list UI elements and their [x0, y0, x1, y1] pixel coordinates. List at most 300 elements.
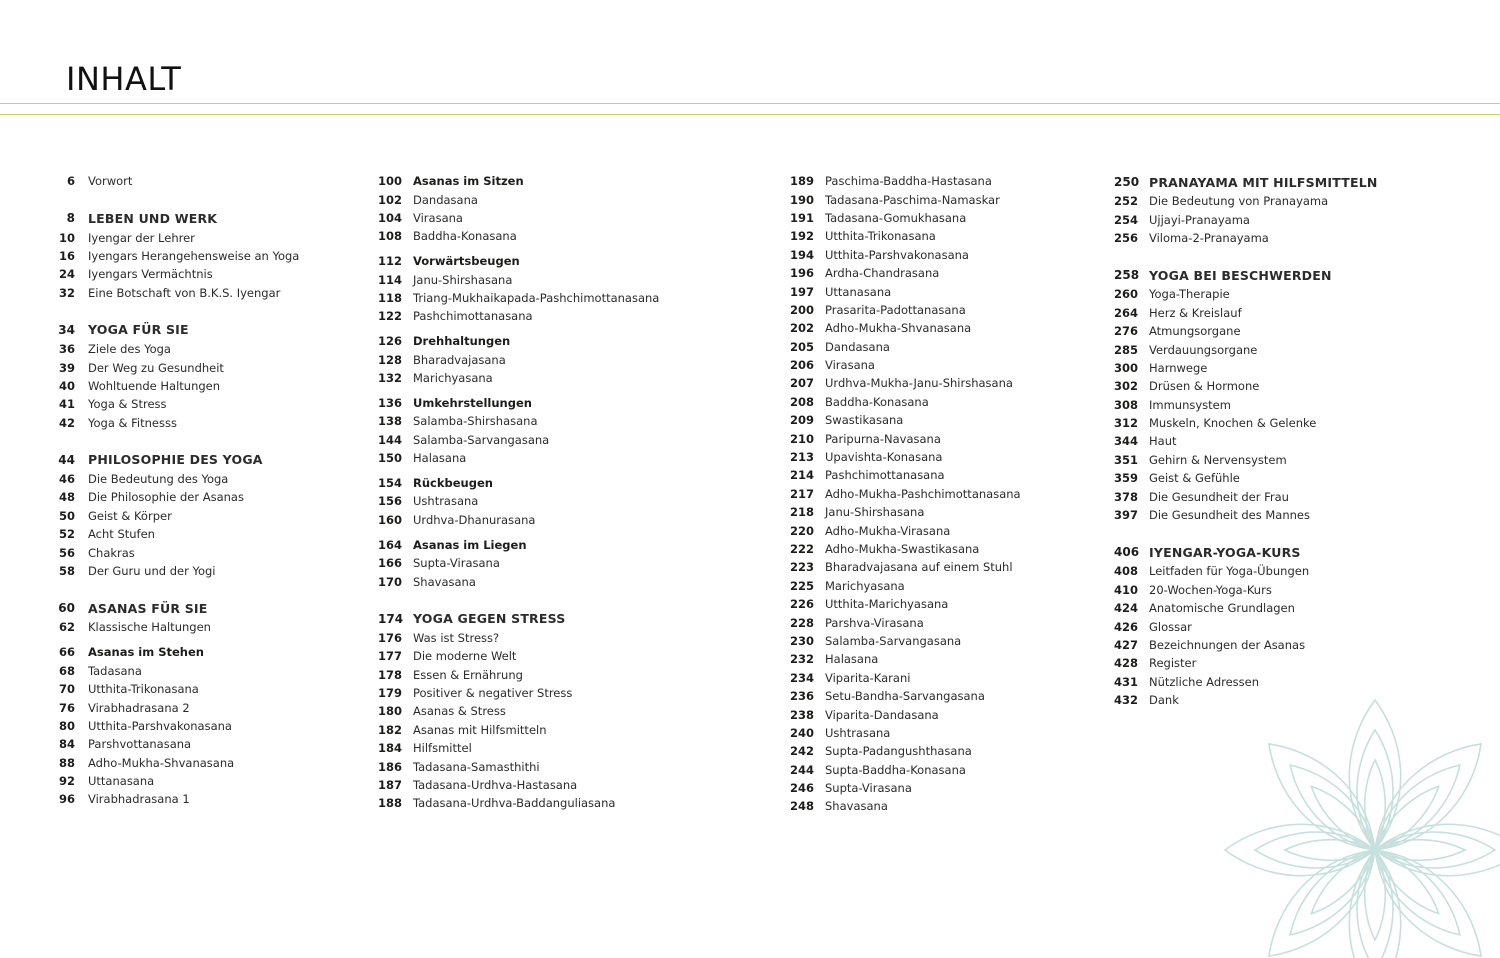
toc-page-number: 234: [790, 670, 815, 685]
toc-entry: [790, 705, 1021, 723]
toc-page-number: 50: [58, 508, 75, 523]
toc-page-number: 174: [378, 611, 404, 626]
toc-entry: [1114, 469, 1378, 487]
toc-page-number: 108: [378, 229, 403, 244]
toc-entry: [378, 629, 659, 647]
toc-entry-label: Ziele des Yoga: [88, 342, 171, 357]
toc-entry-label: Dandasana: [825, 339, 890, 354]
toc-page-number: 189: [790, 174, 815, 189]
toc-page-number: 344: [1114, 434, 1139, 449]
toc-entry-label: Verdauungsorgane: [1149, 342, 1258, 357]
toc-page-number: 236: [790, 689, 815, 704]
toc-entry-label: Umkehrstellungen: [413, 395, 532, 410]
toc-entry-label: Vorwort: [88, 174, 133, 189]
toc-page-number: 254: [1114, 212, 1139, 227]
toc-page-number: 132: [378, 371, 403, 386]
toc-entry-label: Tadasana-Gomukhasana: [825, 210, 967, 225]
toc-entry-label: Haut: [1149, 434, 1177, 449]
toc-entry: [790, 650, 1021, 668]
toc-entry: [1114, 192, 1378, 210]
toc-entry: [790, 374, 1021, 392]
toc-page-number: 410: [1114, 582, 1139, 597]
toc-entry-label: Virabhadrasana 1: [88, 792, 190, 807]
lotus-petal: [1225, 824, 1375, 875]
lotus-petal: [1368, 843, 1446, 921]
toc-entry-label: Tadasana: [88, 663, 142, 678]
toc-entry-label: YOGA FÜR SIE: [88, 322, 189, 338]
toc-entry: [1114, 414, 1378, 432]
toc-page-number: 300: [1114, 360, 1139, 375]
toc-page-number: 226: [790, 597, 815, 612]
toc-entry-label: Utthita-Trikonasana: [825, 229, 936, 244]
lotus-flower-icon: [1210, 690, 1500, 958]
toc-entry-label: Halasana: [413, 451, 467, 466]
toc-page-number: 186: [378, 759, 403, 774]
toc-page-number: 206: [790, 358, 815, 373]
toc-entry: [53, 562, 299, 580]
toc-entry: [378, 721, 659, 739]
toc-entry-label: Gehirn & Nervensystem: [1149, 452, 1287, 467]
toc-entry-label: Supta-Virasana: [825, 781, 912, 796]
toc-page-number: 232: [790, 652, 815, 667]
toc-entry: [790, 227, 1021, 245]
toc-entry: [790, 742, 1021, 760]
toc-entry-label: Marichyasana: [413, 371, 493, 386]
lotus-petal: [1304, 843, 1382, 921]
toc-entry-label: Ujjayi-Pranayama: [1149, 212, 1250, 227]
toc-page-number: 276: [1114, 324, 1139, 339]
toc-entry-label: Klassische Haltungen: [88, 620, 211, 635]
toc-entry-label: Uttanasana: [88, 774, 155, 789]
toc-entry-label: Janu-Shirshasana: [825, 505, 925, 520]
toc-entry: [790, 172, 1021, 190]
toc-entry-label: Pashchimottanasana: [413, 309, 533, 324]
toc-entry: [790, 411, 1021, 429]
toc-entry: [790, 356, 1021, 374]
toc-entry: [53, 790, 299, 808]
page-title: INHALT: [66, 60, 182, 98]
toc-page-number: 225: [790, 578, 815, 593]
toc-page-number: 126: [378, 334, 403, 349]
toc-page-number: 96: [58, 792, 75, 807]
toc-entry-label: Herz & Kreislauf: [1149, 305, 1242, 320]
toc-entry-label: Paschima-Baddha-Hastasana: [825, 174, 992, 189]
toc-entry: [378, 665, 659, 683]
toc-section-heading: [53, 598, 299, 618]
toc-entry-label: Register: [1149, 656, 1197, 671]
toc-entry: [53, 698, 299, 716]
toc-entry-label: Viloma-2-Pranayama: [1149, 230, 1269, 245]
toc-entry-label: Bezeichnungen der Asanas: [1149, 638, 1306, 652]
toc-entry-label: Die Bedeutung des Yoga: [88, 472, 229, 487]
toc-subsection-heading: [53, 643, 299, 661]
toc-page-number: 397: [1114, 508, 1139, 523]
toc-entry: [378, 511, 659, 529]
toc-entry-label: Adho-Mukha-Virasana: [825, 523, 951, 538]
toc-section-heading: [378, 609, 659, 629]
toc-page-number: 36: [58, 342, 75, 357]
toc-page-number: 220: [790, 523, 815, 538]
toc-entry-label: Ushtrasana: [825, 725, 891, 740]
toc-entry: [790, 301, 1021, 319]
toc-entry-label: Anatomische Grundlagen: [1149, 601, 1295, 616]
toc-entry: [53, 543, 299, 561]
toc-entry: [1114, 654, 1378, 672]
toc-page-number: 24: [58, 267, 75, 282]
toc-entry-label: Paripurna-Navasana: [825, 431, 941, 446]
toc-entry: [790, 209, 1021, 227]
lotus-petal: [1375, 832, 1495, 868]
toc-entry-label: YOGA BEI BESCHWERDEN: [1149, 267, 1332, 283]
toc-entry: [378, 227, 659, 245]
toc-entry-label: Parshva-Virasana: [825, 615, 924, 630]
toc-entry: [790, 338, 1021, 356]
toc-entry-label: Ushtrasana: [413, 494, 479, 509]
toc-entry-label: Nützliche Adressen: [1149, 674, 1260, 689]
toc-entry-label: Geist & Körper: [88, 508, 172, 523]
toc-page-number: 218: [790, 505, 815, 520]
toc-entry-label: Supta-Baddha-Konasana: [825, 762, 966, 777]
toc-page-number: 240: [790, 725, 815, 740]
toc-section-heading: [1114, 265, 1378, 285]
toc-entry-label: YOGA GEGEN STRESS: [413, 611, 566, 627]
toc-section-heading: [53, 450, 299, 470]
toc-page-number: 104: [378, 210, 403, 225]
toc-page-number: 252: [1114, 194, 1139, 209]
toc-entry-label: PHILOSOPHIE DES YOGA: [88, 452, 263, 468]
toc-entry: [378, 412, 659, 430]
toc-entry-label: Dank: [1149, 693, 1179, 708]
toc-entry: [790, 761, 1021, 779]
toc-page-number: 228: [790, 615, 815, 630]
toc-page-number: 285: [1114, 342, 1139, 357]
toc-entry: [790, 246, 1021, 264]
toc-entry-label: Asanas & Stress: [413, 704, 506, 719]
toc-page-number: 302: [1114, 379, 1139, 394]
toc-spacer: [1114, 524, 1378, 542]
toc-page-number: 191: [790, 210, 815, 225]
toc-entry-label: Was ist Stress?: [413, 630, 500, 645]
toc-section-heading: [1114, 172, 1378, 192]
toc-page-number: 44: [58, 452, 75, 467]
toc-entry: [378, 776, 659, 794]
toc-entry: [53, 680, 299, 698]
toc-page-number: 192: [790, 229, 815, 244]
toc-entry-label: Baddha-Konasana: [825, 394, 929, 409]
toc-entry-label: Drehhaltungen: [413, 334, 511, 349]
toc-entry-label: Salamba-Shirshasana: [413, 414, 538, 429]
toc-entry: [378, 289, 659, 307]
toc-entry-label: IYENGAR-YOGA-KURS: [1149, 544, 1301, 560]
toc-entry-label: Bharadvajasana auf einem Stuhl: [825, 560, 1013, 575]
toc-entry-label: Parshvottanasana: [88, 737, 192, 752]
toc-entry: [1114, 506, 1378, 524]
toc-entry-label: Virabhadrasana 2: [88, 700, 190, 715]
toc-page-number: 60: [58, 601, 75, 616]
toc-entry-label: Dandasana: [413, 192, 478, 207]
toc-page-number: 179: [378, 686, 403, 701]
toc-column-3: [790, 172, 1021, 816]
toc-page-number: 424: [1114, 601, 1139, 616]
toc-column-2: [378, 172, 659, 813]
toc-entry-label: Acht Stufen: [88, 527, 155, 542]
toc-entry-label: Viparita-Dandasana: [825, 707, 939, 722]
toc-page-number: 196: [790, 266, 815, 281]
toc-entry-label: Viparita-Karani: [825, 670, 911, 685]
toc-page-number: 170: [378, 574, 403, 589]
toc-page-number: 46: [58, 472, 75, 487]
toc-page-number: 70: [58, 682, 75, 697]
toc-entry: [790, 669, 1021, 687]
toc-page-number: 210: [790, 431, 815, 446]
toc-entry-label: Die Gesundheit der Frau: [1149, 489, 1289, 504]
toc-page-number: 136: [378, 395, 403, 410]
toc-entry-label: Adho-Mukha-Shvanasana: [825, 321, 972, 336]
toc-subsection-heading: [378, 252, 659, 270]
toc-entry: [378, 190, 659, 208]
toc-entry-label: Tadasana-Urdhva-Hastasana: [413, 778, 578, 793]
toc-entry: [53, 618, 299, 636]
toc-page-number: 42: [58, 415, 75, 430]
toc-entry-label: Setu-Bandha-Sarvangasana: [825, 689, 985, 704]
toc-entry-label: Utthita-Marichyasana: [825, 597, 949, 612]
lotus-petal: [1357, 850, 1393, 958]
toc-entry-label: Die Philosophie der Asanas: [88, 490, 244, 505]
toc-entry-label: Salamba-Sarvangasana: [413, 432, 550, 447]
lotus-petal: [1255, 832, 1375, 868]
toc-page-number: 207: [790, 376, 815, 391]
toc-entry-label: Virasana: [825, 358, 875, 373]
toc-entry: [790, 797, 1021, 815]
toc-entry: [378, 270, 659, 288]
toc-entry-label: Hilfsmittel: [413, 741, 472, 756]
toc-page-number: 194: [790, 247, 815, 262]
toc-page-number: 6: [66, 174, 75, 189]
toc-page-number: 40: [58, 378, 75, 393]
toc-entry-label: Yoga & Fitnesss: [88, 415, 177, 430]
toc-subsection-heading: [378, 474, 659, 492]
toc-page-number: 426: [1114, 619, 1139, 634]
toc-entry: [53, 735, 299, 753]
toc-page-number: 178: [378, 667, 403, 682]
toc-entry: [1114, 304, 1378, 322]
toc-entry-label: ASANAS FÜR SIE: [88, 600, 208, 616]
lotus-petal: [1357, 730, 1393, 850]
toc-page-number: 32: [58, 285, 75, 300]
toc-page-number: 112: [378, 254, 403, 269]
toc-entry: [790, 485, 1021, 503]
toc-entry: [378, 794, 659, 812]
toc-page-number: 84: [58, 737, 75, 752]
toc-page-number: 428: [1114, 656, 1139, 671]
toc-page-number: 39: [58, 360, 75, 375]
toc-entry: [53, 284, 299, 302]
toc-page-number: 200: [790, 302, 815, 317]
toc-entry: [53, 507, 299, 525]
toc-page-number: 160: [378, 512, 403, 527]
toc-page-number: 427: [1114, 638, 1139, 652]
toc-page-number: 100: [378, 174, 403, 189]
toc-page-number: 351: [1114, 452, 1139, 467]
toc-entry-label: Baddha-Konasana: [413, 229, 517, 244]
toc-subsection-heading: [378, 332, 659, 350]
toc-entry: [1114, 562, 1378, 580]
toc-entry-label: PRANAYAMA MIT HILFSMITTELN: [1149, 174, 1378, 190]
toc-entry: [53, 772, 299, 790]
toc-entry: [53, 414, 299, 432]
toc-column-1: [53, 172, 299, 809]
toc-entry: [53, 377, 299, 395]
toc-entry-label: Iyengars Vermächtnis: [88, 267, 213, 282]
toc-entry: [53, 662, 299, 680]
toc-page-number: 248: [790, 799, 815, 814]
toc-page-number: 150: [378, 451, 403, 466]
toc-spacer: [53, 432, 299, 450]
toc-page-number: 154: [378, 476, 403, 491]
toc-page-number: 214: [790, 468, 815, 483]
toc-entry-label: Tadasana-Samasthithi: [413, 759, 540, 774]
toc-entry-label: Adho-Mukha-Pashchimottanasana: [825, 486, 1021, 501]
toc-entry-label: Bharadvajasana: [413, 352, 506, 367]
toc-entry: [1114, 599, 1378, 617]
toc-subsection-heading: [378, 536, 659, 554]
toc-page-number: 16: [58, 248, 75, 263]
toc-page-number: 408: [1114, 564, 1139, 579]
toc-page-number: 432: [1114, 693, 1139, 708]
lotus-petal: [1368, 779, 1446, 857]
toc-page-number: 144: [378, 432, 403, 447]
toc-entry-label: Upavishta-Konasana: [825, 450, 943, 465]
toc-page-number: 250: [1114, 175, 1140, 189]
toc-page-number: 66: [58, 645, 75, 660]
header-rule-top: [0, 103, 1500, 104]
toc-page-number: 92: [58, 774, 75, 789]
toc-entry-label: Utthita-Trikonasana: [88, 682, 199, 697]
toc-entry-label: Immunsystem: [1149, 397, 1231, 412]
toc-page-number: 222: [790, 542, 815, 556]
toc-entry: [790, 264, 1021, 282]
toc-entry: [790, 190, 1021, 208]
toc-entry-label: Chakras: [88, 545, 135, 560]
toc-page-number: 180: [378, 704, 403, 719]
toc-entry-label: Utthita-Parshvakonasana: [88, 718, 232, 733]
toc-page-number: 223: [790, 560, 815, 575]
toc-entry-label: Triang-Mukhaikapada-Pashchimottanasana: [413, 291, 660, 306]
toc-entry: [1114, 636, 1378, 654]
toc-entry-label: Iyengar der Lehrer: [88, 230, 195, 245]
toc-entry-label: Adho-Mukha-Shvanasana: [88, 755, 235, 770]
toc-page-number: 205: [790, 339, 815, 354]
toc-entry: [1114, 617, 1378, 635]
toc-page-number: 238: [790, 707, 815, 722]
toc-entry: [53, 395, 299, 413]
toc-page-number: 102: [378, 192, 403, 207]
toc-page-number: 202: [790, 321, 815, 336]
toc-page-number: 188: [378, 796, 403, 811]
toc-page-number: 258: [1114, 268, 1140, 283]
toc-entry: [53, 265, 299, 283]
toc-entry: [1114, 285, 1378, 303]
toc-entry-label: Die Bedeutung von Pranayama: [1149, 194, 1329, 209]
toc-entry-label: Glossar: [1149, 619, 1192, 634]
toc-entry-label: Prasarita-Padottanasana: [825, 302, 966, 317]
toc-entry: [1114, 322, 1378, 340]
toc-entry-label: Harnwege: [1149, 360, 1208, 375]
toc-entry: [790, 577, 1021, 595]
toc-page-number: 10: [58, 230, 75, 245]
toc-entry: [1114, 377, 1378, 395]
toc-entry-label: Wohltuende Haltungen: [88, 378, 221, 393]
toc-page-number: 217: [790, 486, 815, 501]
toc-entry-label: Asanas im Stehen: [88, 645, 204, 660]
toc-page-number: 431: [1114, 674, 1139, 689]
toc-page-number: 209: [790, 413, 815, 428]
toc-page-number: 56: [58, 545, 75, 560]
toc-page-number: 62: [58, 620, 75, 635]
toc-entry: [1114, 673, 1378, 691]
toc-entry: [790, 540, 1021, 558]
toc-page-number: 184: [378, 741, 403, 756]
toc-spacer: [1114, 247, 1378, 265]
toc-entry-label: Janu-Shirshasana: [413, 272, 513, 287]
toc-entry: [53, 247, 299, 265]
toc-page-number: 76: [58, 700, 75, 715]
toc-page-number: 52: [58, 527, 75, 542]
toc-page-number: 308: [1114, 397, 1139, 412]
toc-page-number: 166: [378, 556, 403, 571]
toc-entry-label: Die Gesundheit des Mannes: [1149, 508, 1310, 523]
toc-page-number: 118: [378, 291, 403, 306]
toc-entry: [1114, 487, 1378, 505]
toc-entry: [53, 228, 299, 246]
toc-entry-label: Salamba-Sarvangasana: [825, 633, 962, 648]
toc-entry-label: LEBEN UND WERK: [88, 210, 218, 226]
toc-entry: [1114, 229, 1378, 247]
toc-page-number: 128: [378, 352, 403, 367]
toc-entry: [1114, 432, 1378, 450]
toc-entry: [53, 172, 299, 190]
toc-entry: [790, 687, 1021, 705]
toc-column-4: [1114, 172, 1378, 709]
toc-entry-label: Die moderne Welt: [413, 649, 517, 664]
toc-entry: [378, 369, 659, 387]
toc-entry: [53, 340, 299, 358]
toc-page-number: 230: [790, 633, 815, 648]
toc-page-number: 359: [1114, 471, 1139, 486]
toc-entry: [790, 613, 1021, 631]
toc-entry-label: Yoga & Stress: [88, 397, 167, 412]
toc-page-number: 312: [1114, 416, 1139, 431]
toc-entry-label: Iyengars Herangehensweise an Yoga: [88, 248, 300, 263]
toc-entry: [1114, 581, 1378, 599]
toc-entry-label: Der Weg zu Gesundheit: [88, 360, 224, 375]
lotus-petal: [1304, 779, 1382, 857]
toc-page-number: 48: [58, 490, 75, 505]
toc-page-number: 256: [1114, 230, 1139, 245]
toc-page-number: 242: [790, 744, 815, 759]
toc-page-number: 264: [1114, 305, 1139, 320]
toc-entry: [378, 684, 659, 702]
toc-entry-label: Supta-Padangushthasana: [825, 744, 972, 759]
toc-entry: [790, 632, 1021, 650]
toc-entry: [790, 779, 1021, 797]
toc-subsection-heading: [378, 394, 659, 412]
toc-entry: [790, 521, 1021, 539]
toc-page-number: 246: [790, 781, 815, 796]
toc-page-number: 176: [378, 630, 403, 645]
toc-entry-label: Urdhva-Dhanurasana: [413, 512, 536, 527]
toc-entry-label: Pashchimottanasana: [825, 468, 945, 483]
